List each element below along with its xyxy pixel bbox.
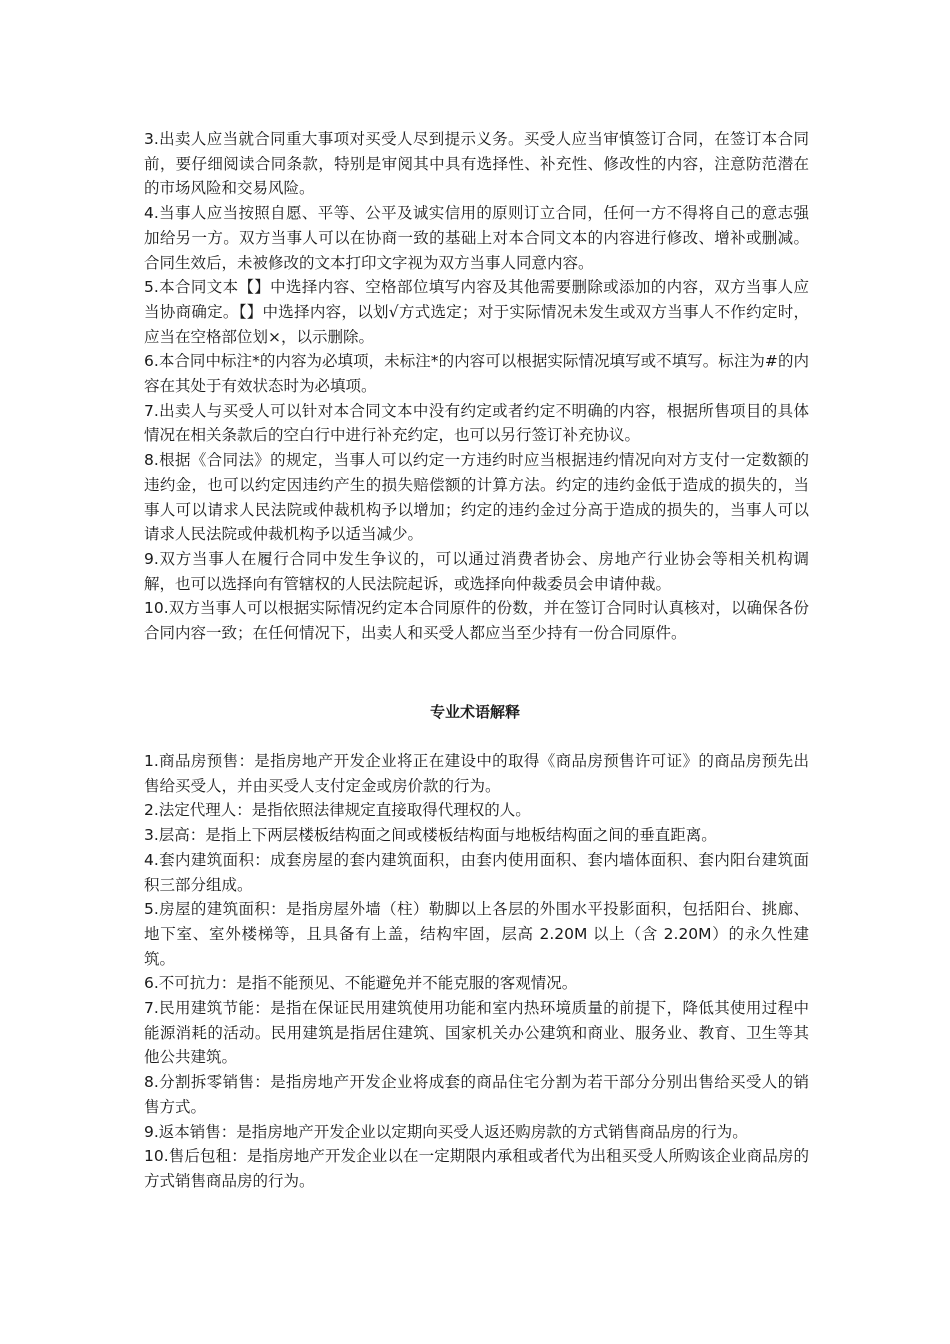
term-item-4: 4.套内建筑面积：成套房屋的套内建筑面积，由套内使用面积、套内墙体面积、套内阳台建筑面积三部分组成。 bbox=[144, 850, 809, 894]
section-title: 专业术语解释 bbox=[429, 703, 520, 721]
notice-list bbox=[144, 127, 809, 646]
term-item-6: 6.不可抗力：是指不能预见、不能避免并不能克服的客观情况。 bbox=[144, 974, 578, 993]
term-item-10: 10.售后包租：是指房地产开发企业以在一定期限内承租或者代为出租买受人所购该企业商品房的方式销售商品房的行为。 bbox=[144, 1147, 809, 1190]
term-item-3: 3.层高：是指上下两层楼板结构面之间或楼板结构面与地板结构面之间的垂直距离。 bbox=[144, 826, 717, 845]
notice-item-9: 9.双方当事人在履行合同中发生争议的，可以通过消费者协会、房地产行业协会等相关机构调解，也可以选择向有管辖权的人民法院起诉，或选择向仲裁委员会申请仲裁。 bbox=[144, 549, 809, 593]
term-list bbox=[144, 749, 809, 1194]
term-item-8: 8.分割拆零销售：是指房地产开发企业将成套的商品住宅分割为若干部分分别出售给买受人的销售方式。 bbox=[144, 1073, 809, 1116]
notice-item-6: 6.本合同中标注*的内容为必填项，未标注*的内容可以根据实际情况填写或不填写。标注为#的内容在其处于有效状态时为必填项。 bbox=[144, 352, 809, 396]
term-item-9: 9.返本销售：是指房地产开发企业以定期向买受人返还购房款的方式销售商品房的行为。 bbox=[144, 1122, 748, 1141]
notice-item-8: 8.根据《合同法》的规定，当事人可以约定一方违约时应当根据违约情况向对方支付一定数额的违约金，也可以约定因违约产生的损失赔偿额的计算方法。约定的违约金低于造成的损失的，当事人可以请求人民法院或仲裁机构予以增加；约定的违约金过分高于造成的损失的，当事人可以请求人民法院或仲裁机构予以适当减少。 bbox=[144, 451, 809, 544]
notice-item-5: 5.本合同文本【】中选择内容、空格部位填写内容及其他需要删除或添加的内容，双方当事人应当协商确定。【】中选择内容，以划√方式选定；对于实际情况未发生或双方当事人不作约定时，应当在空格部位划×，以示删除。 bbox=[144, 278, 809, 346]
term-item-7: 7.民用建筑节能：是指在保证民用建筑使用功能和室内热环境质量的前提下，降低其使用过程中能源消耗的活动。民用建筑是指居住建筑、国家机关办公建筑和商业、服务业、教育、卫生等其他公共建筑。 bbox=[144, 999, 809, 1067]
notice-item-4: 4.当事人应当按照自愿、平等、公平及诚实信用的原则订立合同，任何一方不得将自己的意志强加给另一方。双方当事人可以在协商一致的基础上对本合同文本的内容进行修改、增补或删减。合同生效后，未被修改的文本打印文字视为双方当事人同意内容。 bbox=[144, 204, 809, 272]
notice-item-7: 7.出卖人与买受人可以针对本合同文本中没有约定或者约定不明确的内容，根据所售项目的具体情况在相关条款后的空白行中进行补充约定，也可以另行签订补充协议。 bbox=[144, 401, 809, 445]
notice-item-3: 3.出卖人应当就合同重大事项对买受人尽到提示义务。买受人应当审慎签订合同，在签订本合同前，要仔细阅读合同条款，特别是审阅其中具有选择性、补充性、修改性的内容，注意防范潜在的市场风险和交易风险。 bbox=[144, 130, 809, 198]
term-item-5: 5.房屋的建筑面积：是指房屋外墙（柱）勒脚以上各层的外围水平投影面积，包括阳台、挑廊、地下室、室外楼梯等，且具备有上盖，结构牢固，层高 2.20M 以上（含 2.20M）的永久性建筑。 bbox=[144, 900, 809, 968]
term-item-2: 2.法定代理人：是指依照法律规定直接取得代理权的人。 bbox=[144, 801, 531, 820]
notice-item-10: 10.双方当事人可以根据实际情况约定本合同原件的份数，并在签订合同时认真核对，以确保各份合同内容一致；在任何情况下，出卖人和买受人都应当至少持有一份合同原件。 bbox=[144, 599, 809, 643]
term-item-1: 1.商品房预售：是指房地产开发企业将正在建设中的取得《商品房预售许可证》的商品房预先出售给买受人，并由买受人支付定金或房价款的行为。 bbox=[144, 752, 809, 795]
